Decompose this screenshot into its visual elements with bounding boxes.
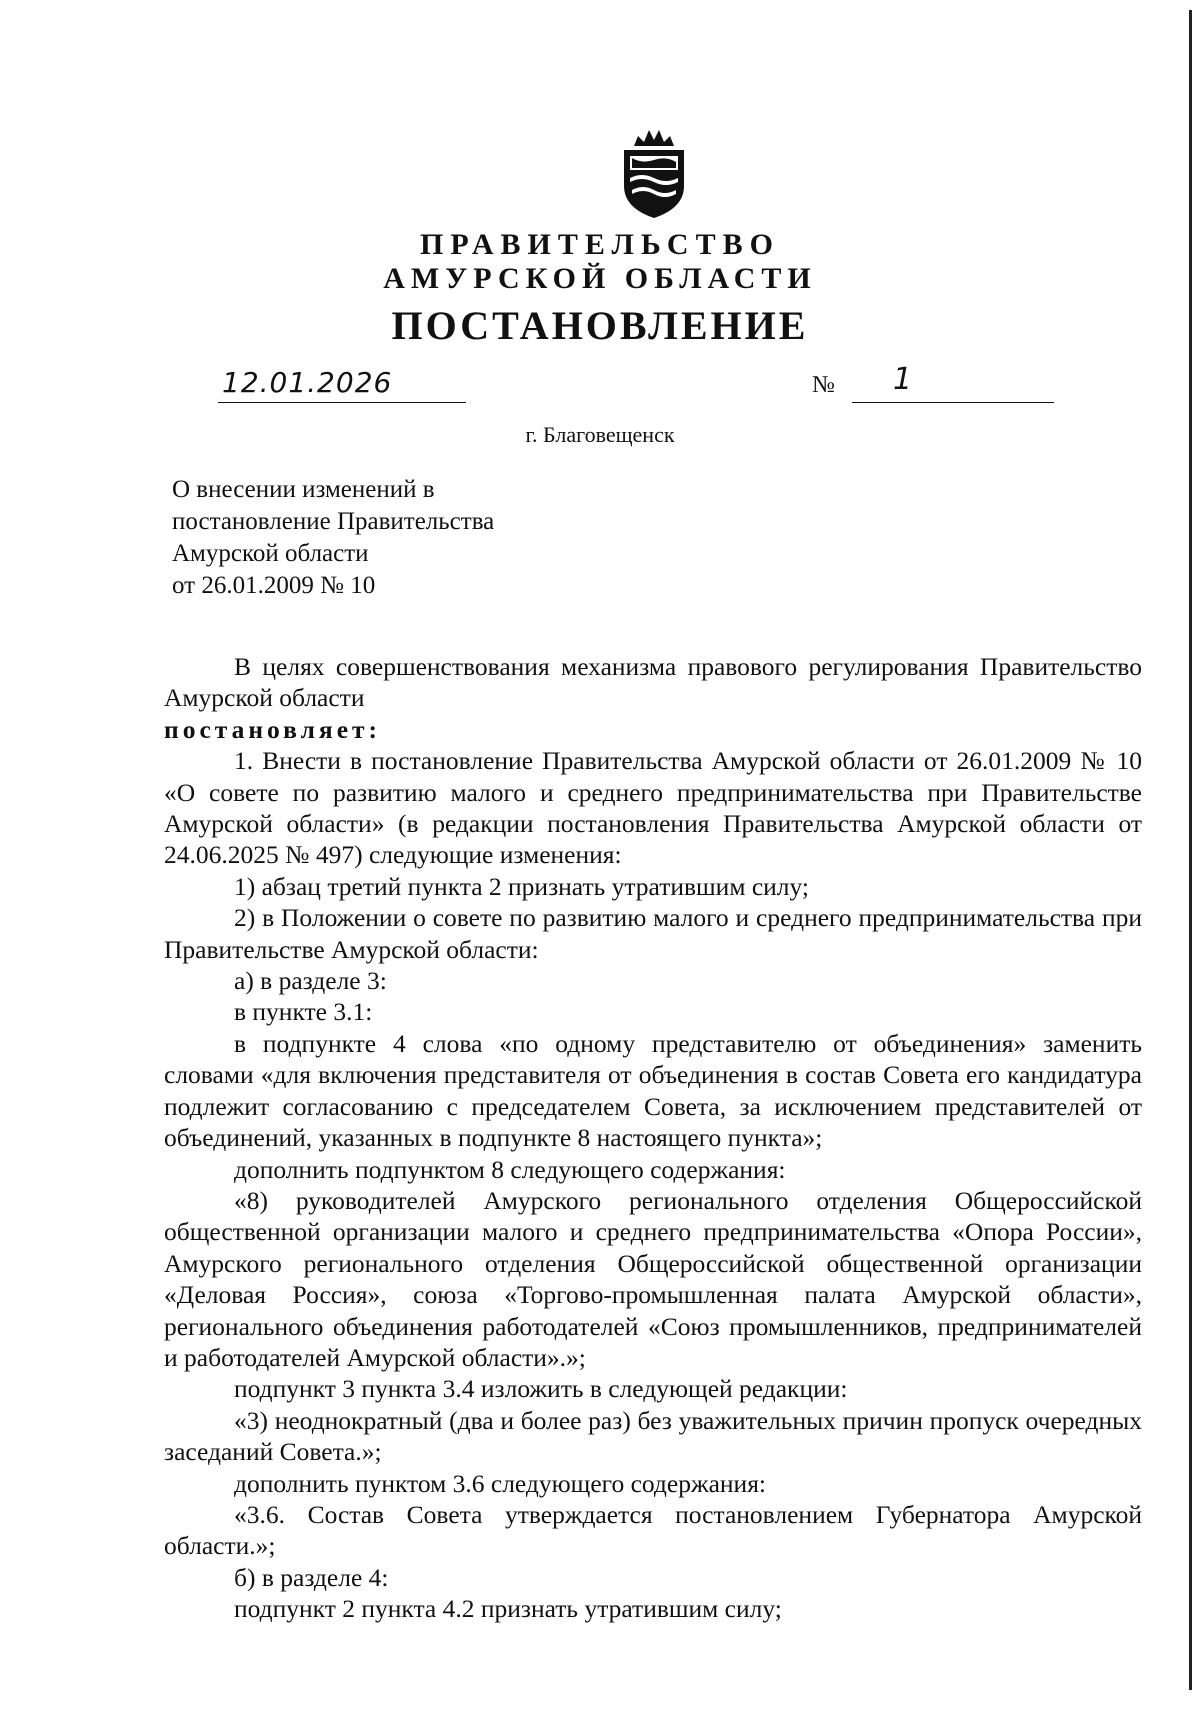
resolve-word: постановляет:	[164, 714, 382, 744]
date-underline	[218, 402, 466, 403]
body-paragraph: б) в разделе 4:	[234, 1562, 389, 1592]
org-name-line2: АМУРСКОЙ ОБЛАСТИ	[383, 262, 817, 295]
subject-line: Амурской области	[172, 540, 369, 567]
document-subject	[172, 474, 494, 602]
body-paragraph: «8) руководителей Амурского регионального отделения Общероссийской общественной организации малого и среднего предпринимательства «Опора России», Амурского регионального отделения Общероссийской общественной организации «Деловая Россия», союза «Торгово-промышленная палата Амурской области», регионального объединения работодателей «Союз промышленников, предпринимателей и работодателей Амурской области».»;	[164, 1185, 1142, 1372]
handwritten-date: 12.01.2026	[222, 366, 393, 399]
body-paragraph: в пункте 3.1:	[234, 997, 373, 1027]
body-paragraph: 1. Внести в постановление Правительства Амурской области от 26.01.2009 № 10 «О совете по развитию малого и среднего предпринимательства при Правительстве Амурской области» (в редакции постановления Правительства Амурской области от 24.06.2025 № 497) следующие изменения:	[164, 746, 1142, 870]
body-paragraph: подпункт 2 пункта 4.2 признать утратившим силу;	[234, 1594, 782, 1624]
body-paragraph: 2) в Положении о совете по развитию малого и среднего предпринимательства при Правительстве Амурской области:	[164, 903, 1142, 964]
org-name-line1: ПРАВИТЕЛЬСТВО	[420, 228, 780, 261]
body-paragraph: а) в разделе 3:	[234, 966, 387, 996]
subject-line: постановление Правительства	[172, 508, 495, 535]
body-paragraph: в подпункте 4 слова «по одному представителю от объединения» заменить словами «для включения представителя от объединения в состав Совета его кандидатура подлежит согласованию с председателем Совета, за исключением представителей от объединений, указанных в подпункте 8 настоящего пункта»;	[164, 1028, 1142, 1153]
body-paragraph: «3) неоднократный (два и более раз) без уважительных причин пропуск очередных заседаний Совета.»;	[164, 1405, 1142, 1467]
document-type-title: ПОСТАНОВЛЕНИЕ	[391, 303, 809, 348]
number-underline	[852, 402, 1054, 403]
preamble: В целях совершенствования механизма правового регулирования Правительство Амурской области	[164, 652, 1142, 713]
body-paragraph: подпункт 3 пункта 3.4 изложить в следующей редакции:	[234, 1374, 848, 1404]
subject-line: от 26.01.2009 № 10	[172, 572, 376, 599]
document-body	[164, 651, 1142, 1625]
body-paragraph: дополнить пунктом 3.6 следующего содержания:	[234, 1468, 767, 1498]
number-label: №	[812, 372, 835, 398]
amur-oblast-coat-of-arms-icon	[616, 124, 692, 220]
subject-line: О внесении изменений в	[172, 476, 435, 503]
city-line: г. Благовещенск	[525, 422, 675, 447]
body-paragraph: 1) абзац третий пункта 2 признать утратившим силу;	[234, 871, 810, 901]
body-paragraph: дополнить подпунктом 8 следующего содержания:	[234, 1154, 786, 1184]
body-paragraph: «3.6. Состав Совета утверждается постановлением Губернатора Амурской области.»;	[164, 1499, 1142, 1561]
handwritten-number: 1	[893, 362, 913, 397]
